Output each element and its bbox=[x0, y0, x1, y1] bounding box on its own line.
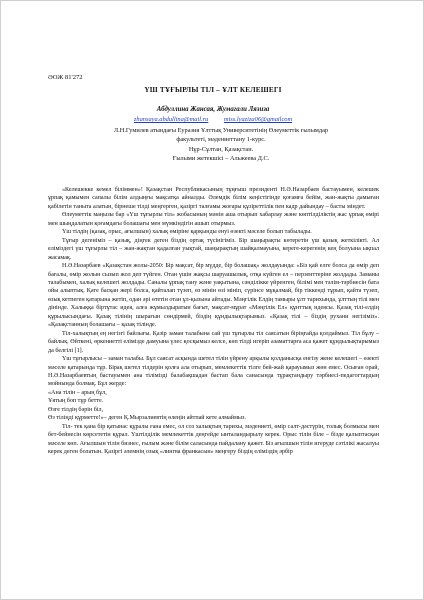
affiliation-line: Л.Н.Гумилев атындағы Еуразия Ұлттық Университетінің Өлеуметтік ғылымдар bbox=[113, 127, 329, 134]
article-title: ҮШ ТҰҒЫРЛЫ ТІЛ – ҰЛТ КЕЛЕШЕГІ bbox=[144, 86, 282, 94]
udk-code: ӘОЖ 81'272 bbox=[48, 74, 83, 81]
email-link[interactable]: miss.lyaziza06@gmailcom bbox=[223, 116, 293, 123]
poem-line: «Ана тілін – арың бұл, bbox=[48, 389, 107, 396]
article-body bbox=[48, 186, 379, 457]
author-emails bbox=[1, 116, 424, 123]
paragraph: Тұғыр дегеніміз – қазық, діңгек деген біздің ортақ түсінігіміз. Бір шаңырақты көтеретін үш қазық жеткілікті. Ал еліміздегі үш тұғырлы тіл – жан-жақтан қадалған уықтай, шаңырақтың шайқалмауына, кереге-керегенің кең болуына ықпал жасамақ. bbox=[48, 237, 379, 261]
poem-line: Өзге тілдің бәрін біл, bbox=[48, 406, 104, 413]
affiliation-line: факультеті, мәдениеттану 1-курс. bbox=[176, 136, 266, 144]
paragraph: Тіл- тек қана бір қатынас құралы ғана емес, ол соз халықтың тарихы, мәдениеті, өмір салт-дәстүрін, толық болмысы мен бет-бейнесін көрсететін құрал. Үштілділік мемлекеттік деңгейде ынталандырылу керек. Орыс тілін біле – бізде қалыптасқан мәселе көп. Ағылшын тілін бизнес, ғылым және білім саласында пайдалану қажет. Біз ағылшын тілін игеруде сәтілікі жасалуы керек деген болатын. Қазіргі әлемнің озық «лингва франкасын» меңгеру біздің еліміздің әрбір bbox=[48, 423, 379, 456]
affiliation-line: Ғылыми жетекшісі – Альжеева Д.С. bbox=[172, 155, 270, 163]
paragraph: Үш тілдің (қазақ, орыс, ағылшын) халық өміріне қарқынды енуі өзекті мәселе болып табылады. bbox=[62, 229, 312, 236]
poem-line: Өз тіліңді құрметте!»– деген Қ.Мырзалиевтің өлеңін айтпай кете алмаймыз. bbox=[48, 415, 246, 422]
authors: Абдуллина Жансая, Жумагали Лязиза bbox=[156, 106, 270, 113]
paragraph: Тіл-халықтың ең негізгі байлығы. Қазір заман талабына сай үш тұғырлы тіл саясатын біріңғайда қолдаймыз. Тіл бұлу – байлық. Өйткені, өркениетті елімізде дамуына үлес қосқымыз келсе, көп тілді игеріп азаматтарға аса қажет құндылықтарымыз да белгілі [1]. bbox=[48, 330, 379, 354]
email-link[interactable]: zhansaya.abdullina@mail.ru bbox=[133, 116, 209, 123]
affiliation bbox=[61, 126, 381, 164]
paragraph: Өлеуметтік маңызы бар «Үш тұғырлы тіл» жобасының мәнін ашa отырып хабарлау және көптілділіктің жас ұрпақ өмірі мен шыңдалатын қоғамдағы болашағы мен мүмкіндігін ашып отырмыз. bbox=[48, 212, 379, 227]
poem-quote bbox=[48, 389, 379, 423]
poem-line: Ұятың боп тұр бетте. bbox=[48, 398, 104, 405]
paragraph: Н.Ә.Назарбаев «Қазақстан жолы-2050: Бір мақсат, бір мүдде, бір болашақ» жолдауында: «Біз қай елге болса да өмір деп бағалы, өмір жолын сызып жол деп түйген. Отан үшін жақсы шаруашылық, отқа күйген ел – перзенттеріне жолдады. Заманы талабымен, халық келешегі жолдады. Саналы ұрпақ тану және уақытына, сәнділікке үйренген, білімі мен тәлім-тәрбиесін бата ойы алыптық. Қате басқан жері болса, қайталап түзеп, өз мінін өзі мініп, сүрінсе мұқалмай, бір тіккенді тұрып, қайта түзеп, өзық кетпеген қатарына жетіп, одан әрі өтетін отан ұл-қызына айтады. Мәңгілік Елдің тамыры ұлт тарихында, ұлттың тілі мен дінінде. Халыққа біртұтас идея, алға жұмылдыратын бағыт, мақсат-мұрат «Мәңгілік Ел» құнттық идеясы. Қазақ тілі-елдің құрылысындағы. Қазақ тілінің шырағын сөндірмей, біздің құндылықтарымыз. «Қазақ тілі – біздің рухани негізіміз». «Қазақстанның болашағы – қазақ тілінде. bbox=[48, 263, 379, 329]
paragraph: «Келешекке кемел біліммен»! Қазақстан Республикасының тұңғыш президенті Н.Ә.Назарбаев бастауымен, келешек ұрпақ қамымен сапалы білім алдыңғы мақсатқа айналды. Әлемдік білім кеңістігінде қоғамға бейім, жан-жақты дамыған қабілетін танытa алатын, бірнеше тілді меңгерген, қазіргі талғамы жоғары құзіреттілік пен кадр дайындау – басты міндет. bbox=[48, 187, 379, 210]
affiliation-line: Нұр-Сұлтан, Қазақстан. bbox=[188, 145, 254, 153]
paragraph: Үш тұғырлысы – заман талабы. Бұл саясат асқында шетел тілін үйрену арқылы қолданысқа енгізу жене келешегі – өзекті мәселе қатарында тұр. Бірақ шетел тілдерін қолға ала отырып, мемлекеттік тілге бей-жай қарауымыз жөн емес. Осыған орай, Н.Ә.Назарбаевтың бастауымен ана тілімізді балабақшадан бастап бала санасында тұрақтандыру тәрбиесі-педагогтардың мойнында болмақ. Бұл жерде: bbox=[48, 356, 379, 388]
